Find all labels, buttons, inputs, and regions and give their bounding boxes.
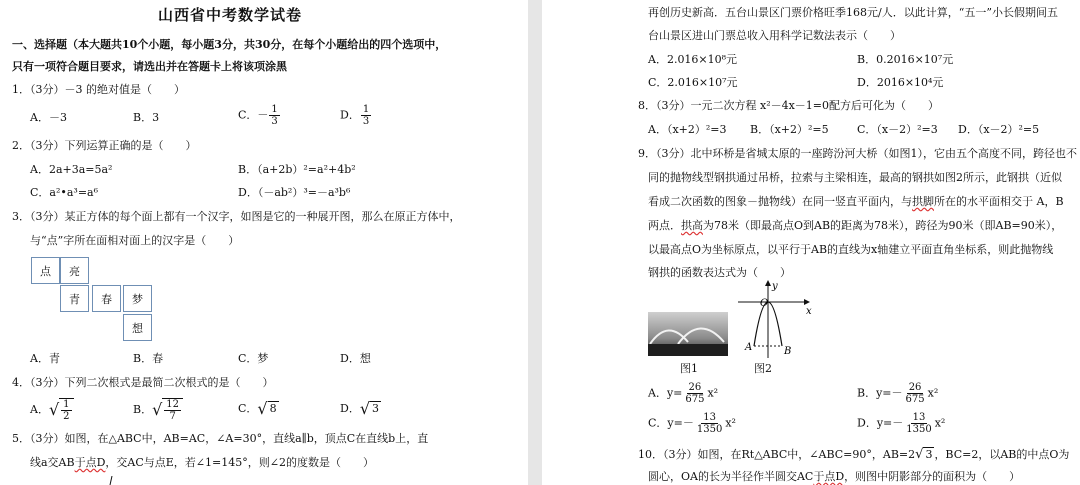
- q3-stem-line1: 3．（3分）某正方体的每个面上都有一个汉字，如图是它的一种展开图，那么在原正方体中，: [12, 210, 461, 223]
- q6-continuation-line1: 再创历史新高．五台山景区门票价格旺季168元/人．以此计算，“五一”小长假期间五: [648, 6, 1058, 19]
- q7-option-c: C．2.016×10⁷元: [648, 76, 738, 89]
- q9-stem-line3: 看成二次函数的图象－抛物线）在同一竖直平面内，与拱脚所在的水平面相交于 A，B: [648, 195, 1064, 208]
- q1-c-prefix: C．－: [238, 108, 269, 122]
- q9-option-a: A．y= $\frac{26}{675}$ x²: [648, 382, 719, 405]
- q5-figure-fragment: [100, 476, 120, 485]
- q8-option-b: B．（x+2）²=5: [750, 123, 829, 136]
- q4-option-b: B．√ $\frac{12}{7}$: [133, 398, 183, 422]
- q9-stem-line6: 钢拱的函数表达式为（ ）: [648, 266, 791, 279]
- q7-option-d: D．2016×10⁴元: [857, 76, 944, 89]
- q8-option-c: C．（x－2）²=3: [857, 123, 938, 136]
- q1-option-a: A．－3: [30, 111, 67, 124]
- section-heading-line1: 一、选择题（本大题共10个小题，每小题3分，共30分，在每个小题给出的四个选项中，: [12, 38, 447, 51]
- q1-d-fraction: $\frac{1}{3}$: [362, 104, 370, 127]
- q2-option-c: C．a²•a³=a⁶: [30, 186, 99, 199]
- q5-marked-text: 于点D: [74, 456, 106, 469]
- q1-option-b: B．3: [133, 111, 160, 124]
- q4-b-radical: √ $\frac{12}{7}$: [152, 398, 183, 422]
- q3-option-a: A．青: [30, 352, 60, 365]
- q4-a-radical: √ $\frac{1}{2}$: [49, 398, 74, 422]
- q4-option-a: A．√ $\frac{1}{2}$: [30, 398, 74, 422]
- q10-marked-text: 于点D: [813, 470, 845, 483]
- q9-option-b: B．y=－ $\frac{26}{675}$ x²: [857, 382, 939, 405]
- left-page: [0, 0, 528, 485]
- q1-option-c: [238, 104, 281, 127]
- q1-c-fraction: $\frac{1}{3}$: [271, 104, 278, 127]
- q2-option-a: A．2a+3a=5a²: [30, 163, 113, 176]
- q2-option-b: B．（a+2b）²=a²+4b²: [238, 163, 356, 176]
- q10-radical: √ 3: [915, 447, 933, 462]
- exam-title: 山西省中考数学试卷: [158, 6, 303, 24]
- q9-option-c: C．y=－ $\frac{13}{1350}$ x²: [648, 412, 736, 435]
- q4-d-radical: √ 3: [359, 399, 380, 418]
- q10-stem-line1: 10．（3分）如图，在Rt△ABC中，∠ABC=90°，AB=2√ 3 ，BC=2，以AB的中点O为: [638, 447, 1070, 462]
- q5-stem-line1: 5．（3分）如图，在△ABC中，AB=AC，∠A=30°，直线a∥b，顶点C在直线b上，直: [12, 432, 429, 445]
- q8-option-a: A．（x+2）²=3: [648, 123, 727, 136]
- q8-option-d: D．（x－2）²=5: [958, 123, 1040, 136]
- q9-stem-line1: 9．（3分）北中环桥是省城太原的一座跨汾河大桥（如图1），它由五个高度不同，跨径也不: [638, 147, 1077, 160]
- q9-stem-line2: 同的抛物线型钢拱通过吊桥，拉索与主梁相连，最高的钢拱如图2所示，此钢拱（近似: [648, 171, 1062, 184]
- graph-point-b: B: [784, 346, 792, 357]
- cube-net-cell: 春: [92, 285, 121, 312]
- graph-x-label: x: [806, 306, 812, 317]
- q9-marked-word: 拱高: [681, 219, 703, 232]
- q9-stem-line4: 两点．拱高为78米（即最高点O到AB的距离为78米），跨径为90米（即AB=90米），: [648, 219, 1063, 232]
- q4-option-d: D．√ 3: [340, 399, 380, 418]
- q8-stem: 8．（3分）一元二次方程 x²－4x－1=0配方后可化为（ ）: [638, 99, 940, 112]
- cube-net-cell: 想: [123, 314, 152, 341]
- q3-option-c: C．梦: [238, 352, 269, 365]
- q9-marked-word: 拱脚: [912, 195, 934, 208]
- q2-option-d: D．（－ab²）³=－a³b⁶: [238, 186, 351, 199]
- q4-stem: 4．（3分）下列二次根式是最简二次根式的是（ ）: [12, 376, 274, 389]
- graph-point-a: A: [745, 342, 753, 353]
- cube-net-cell: 点: [31, 257, 60, 284]
- q2-stem: 2．（3分）下列运算正确的是（ ）: [12, 139, 197, 152]
- q4-c-radical: √ 8: [257, 399, 277, 418]
- q7-option-b: B．0.2016×10⁷元: [857, 53, 954, 66]
- section-heading-line2: 只有一项符合题目要求，请选出并在答题卡上将该项涂黑: [12, 60, 287, 73]
- q6-continuation-line2: 台山景区进山门票总收入用科学记数法表示（ ）: [648, 29, 901, 42]
- cube-net-cell: 亮: [60, 257, 89, 284]
- q1-option-d: [340, 104, 372, 127]
- parabola-graph: [738, 280, 818, 360]
- q3-stem-line2: 与“点”字所在面相对面上的汉字是（ ）: [30, 234, 240, 247]
- cube-net-cell: 青: [60, 285, 89, 312]
- figure-2-caption: 图2: [754, 362, 772, 375]
- graph-origin-label: O: [760, 298, 769, 309]
- q9-option-d: D．y=－ $\frac{13}{1350}$ x²: [857, 412, 946, 435]
- q4-option-c: C．√ 8: [238, 399, 277, 418]
- q1-stem: 1．（3分）－3 的绝对值是（ ）: [12, 83, 185, 96]
- bridge-photo: [648, 312, 728, 356]
- q3-option-d: D．想: [340, 352, 371, 365]
- q10-stem-line2: 圆心，OA的长为半径作半圆交AC于点D，则图中阴影部分的面积为（ ）: [648, 470, 1021, 483]
- cube-net-cell: 梦: [123, 285, 152, 312]
- q3-option-b: B．春: [133, 352, 164, 365]
- q9-stem-line5: 以最高点O为坐标原点，以平行于AB的直线为x轴建立平面直角坐标系，则此抛物线: [648, 243, 1054, 256]
- page-gap: [528, 0, 542, 485]
- graph-y-label: y: [772, 281, 778, 292]
- right-page: [542, 0, 1080, 485]
- figure-1-caption: 图1: [680, 362, 698, 375]
- q5-stem-line2: 线a交AB于点D，交AC与点E，若∠1=145°，则∠2的度数是（ ）: [30, 456, 374, 469]
- q1-d-prefix: D．: [340, 108, 360, 122]
- q7-option-a: A．2.016×10⁸元: [648, 53, 738, 66]
